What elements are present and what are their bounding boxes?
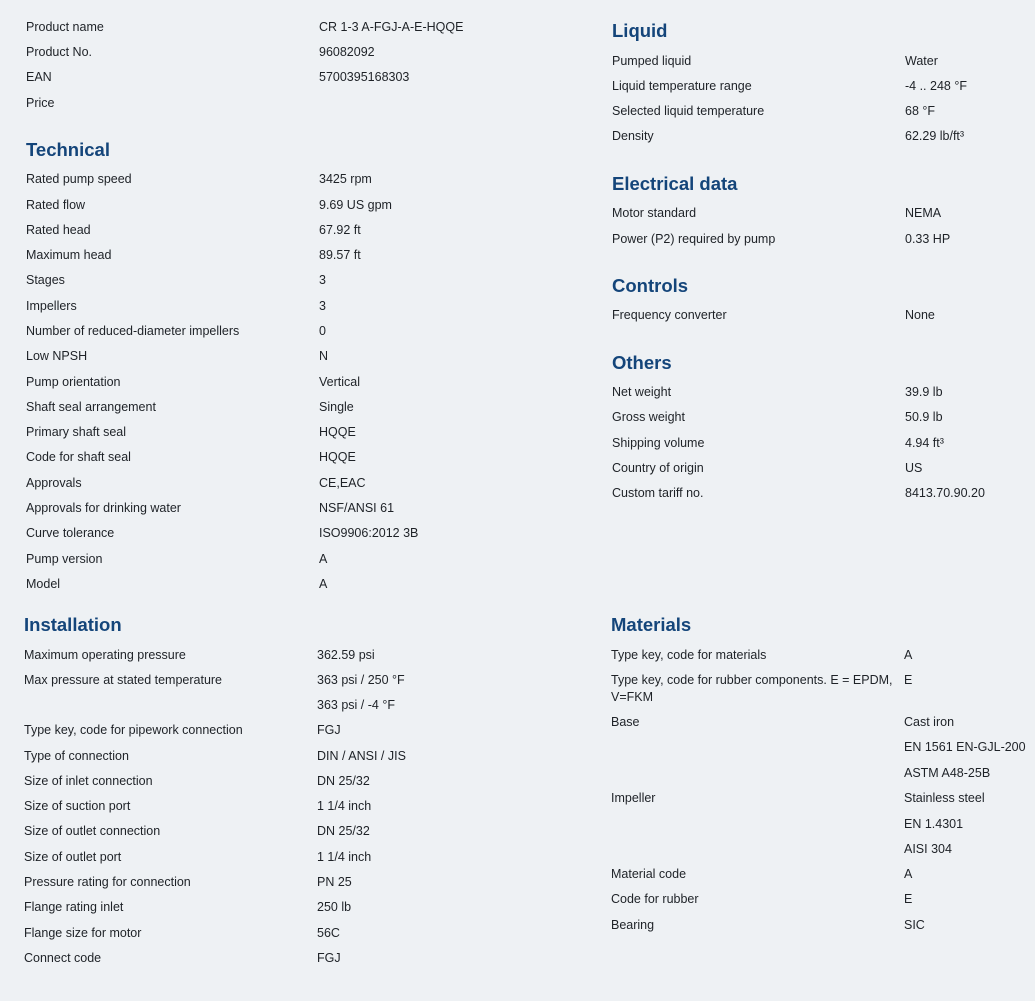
spec-label: Flange size for motor: [24, 926, 142, 940]
spec-label: Shaft seal arrangement: [26, 400, 156, 414]
spec-label: Rated flow: [26, 198, 86, 212]
section-title-others: Others: [612, 352, 672, 373]
spec-label: Custom tariff no.: [612, 486, 704, 500]
section-title-electrical: Electrical data: [612, 173, 738, 194]
spec-label: Pump orientation: [26, 375, 121, 389]
spec-value: 363 psi / -4 °F: [317, 698, 395, 712]
spec-label: Primary shaft seal: [26, 425, 127, 439]
spec-value: E: [904, 892, 913, 906]
spec-label: Country of origin: [612, 461, 704, 475]
spec-value: 3: [319, 273, 326, 287]
spec-value: Stainless steel: [904, 791, 985, 805]
spec-label: Pumped liquid: [612, 54, 692, 68]
spec-value: None: [905, 308, 935, 322]
spec-value: EN 1561 EN-GJL-200: [904, 740, 1026, 754]
spec-value: PN 25: [317, 875, 352, 889]
spec-value: 50.9 lb: [905, 410, 943, 424]
spec-value: 362.59 psi: [317, 648, 375, 662]
spec-label: Material code: [611, 867, 687, 881]
spec-label: Impellers: [26, 299, 77, 313]
section-title-installation: Installation: [24, 614, 122, 635]
spec-label: Base: [611, 715, 640, 729]
spec-label: Maximum head: [26, 248, 112, 262]
spec-value: 4.94 ft³: [905, 436, 944, 450]
spec-value: FGJ: [317, 951, 341, 965]
spec-value: 0: [319, 324, 326, 338]
spec-value: A: [904, 648, 913, 662]
spec-label: Price: [26, 96, 55, 110]
spec-value: A: [319, 577, 328, 591]
spec-label: Size of suction port: [24, 799, 131, 813]
spec-value: DN 25/32: [317, 774, 370, 788]
section-title-materials: Materials: [611, 614, 692, 635]
spec-value: ASTM A48-25B: [904, 766, 991, 780]
spec-label: Connect code: [24, 951, 102, 965]
spec-label: Product name: [26, 20, 104, 34]
spec-label: Power (P2) required by pump: [612, 232, 776, 246]
spec-value: EN 1.4301: [904, 817, 964, 831]
spec-label: Type key, code for pipework connection: [24, 723, 243, 737]
spec-label: Product No.: [26, 45, 93, 59]
spec-label: Shipping volume: [612, 436, 705, 450]
spec-value: 363 psi / 250 °F: [317, 673, 405, 687]
spec-label: Flange rating inlet: [24, 900, 124, 914]
spec-value: Water: [905, 54, 938, 68]
spec-label: Model: [26, 577, 61, 591]
spec-value: HQQE: [319, 425, 356, 439]
section-title-controls: Controls: [612, 275, 689, 296]
spec-value: 9.69 US gpm: [319, 198, 392, 212]
spec-value: A: [319, 552, 328, 566]
spec-label: Gross weight: [612, 410, 685, 424]
spec-label: Impeller: [611, 791, 656, 805]
spec-value: -4 .. 248 °F: [905, 79, 967, 93]
spec-value: NEMA: [905, 206, 942, 220]
spec-label: Liquid temperature range: [612, 79, 752, 93]
spec-label: Rated pump speed: [26, 172, 132, 186]
spec-value: DIN / ANSI / JIS: [317, 749, 406, 763]
spec-value: 5700395168303: [319, 70, 410, 84]
spec-value: US: [905, 461, 923, 475]
spec-value: 3: [319, 299, 326, 313]
spec-value: Cast iron: [904, 715, 955, 729]
spec-label: Pump version: [26, 552, 103, 566]
spec-label: Type key, code for materials: [611, 648, 767, 662]
section-title-liquid: Liquid: [612, 20, 668, 41]
spec-label: Motor standard: [612, 206, 697, 220]
spec-value: Single: [319, 400, 354, 414]
spec-label: Selected liquid temperature: [612, 104, 765, 118]
spec-label: Rated head: [26, 223, 91, 237]
spec-value: SIC: [904, 918, 925, 932]
spec-label: Pressure rating for connection: [24, 875, 191, 889]
spec-value: 3425 rpm: [319, 172, 372, 186]
spec-value: 96082092: [319, 45, 375, 59]
spec-value: NSF/ANSI 61: [319, 501, 395, 515]
spec-value: N: [319, 349, 329, 363]
spec-value: 1 1/4 inch: [317, 799, 372, 813]
spec-value: HQQE: [319, 450, 356, 464]
spec-label: Low NPSH: [26, 349, 88, 363]
spec-value: 89.57 ft: [319, 248, 361, 262]
spec-value: 56C: [317, 926, 340, 940]
right-column: [612, 0, 1032, 1001]
spec-label: Number of reduced-diameter impellers: [26, 324, 240, 338]
spec-label: Density: [612, 129, 654, 143]
spec-label: Stages: [26, 273, 65, 287]
spec-label: Max pressure at stated temperature: [24, 673, 223, 687]
spec-label: Code for shaft seal: [26, 450, 131, 464]
spec-value: 39.9 lb: [905, 385, 943, 399]
spec-value: FGJ: [317, 723, 341, 737]
spec-value: E: [904, 673, 913, 687]
spec-label: Type key, code for rubber components. E = EPDM, V=FKM: [611, 673, 893, 704]
spec-label: EAN: [26, 70, 52, 84]
spec-value: 67.92 ft: [319, 223, 361, 237]
spec-value: 250 lb: [317, 900, 352, 914]
spec-label: Approvals: [26, 476, 82, 490]
spec-value: CE,EAC: [319, 476, 366, 490]
spec-label: Net weight: [612, 385, 672, 399]
spec-label: Curve tolerance: [26, 526, 115, 540]
spec-label: Code for rubber: [611, 892, 699, 906]
installation-column: [24, 0, 584, 1001]
spec-label: Type of connection: [24, 749, 129, 763]
spec-label: Size of inlet connection: [24, 774, 153, 788]
spec-value: Vertical: [319, 375, 360, 389]
spec-value: 8413.70.90.20: [905, 486, 985, 500]
spec-value: 0.33 HP: [905, 232, 951, 246]
spec-value: 62.29 lb/ft³: [905, 129, 965, 143]
spec-value: CR 1-3 A-FGJ-A-E-HQQE: [319, 20, 464, 34]
spec-value: 1 1/4 inch: [317, 850, 372, 864]
spec-value: ISO9906:2012 3B: [319, 526, 419, 540]
spec-label: Bearing: [611, 918, 655, 932]
spec-value: 68 °F: [905, 104, 936, 118]
spec-label: Frequency converter: [612, 308, 727, 322]
spec-label: Maximum operating pressure: [24, 648, 186, 662]
spec-label: Approvals for drinking water: [26, 501, 181, 515]
spec-value: DN 25/32: [317, 824, 370, 838]
spec-value: AISI 304: [904, 842, 952, 856]
section-title-technical: Technical: [26, 139, 110, 160]
spec-value: A: [904, 867, 913, 881]
spec-label: Size of outlet port: [24, 850, 122, 864]
spec-label: Size of outlet connection: [24, 824, 161, 838]
